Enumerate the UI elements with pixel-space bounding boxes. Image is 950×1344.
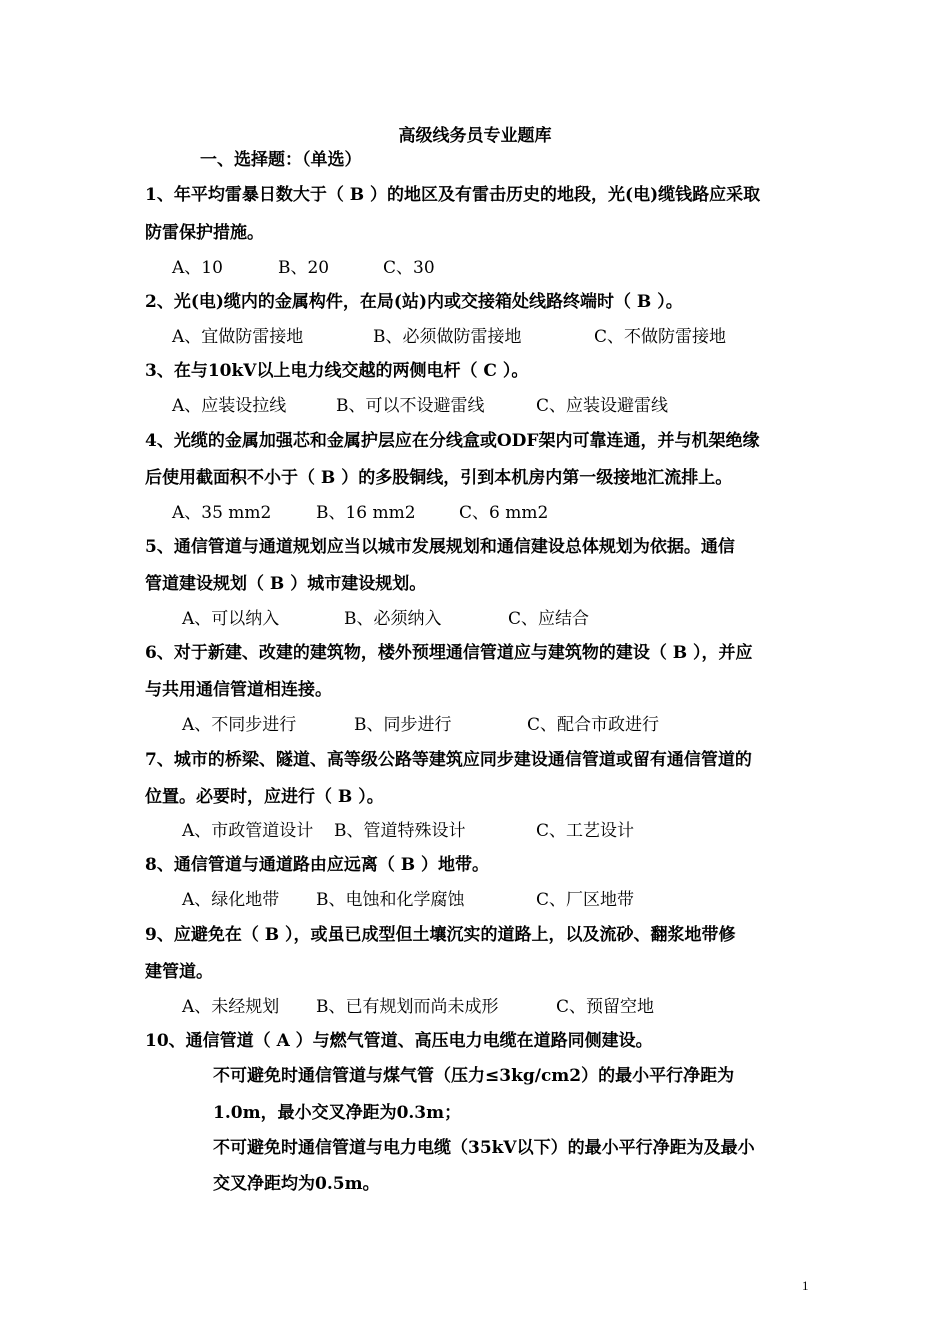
question-option: A、绿化地带 <box>182 890 280 910</box>
question-option: C、配合市政进行 <box>527 715 660 735</box>
question-text: 与共用通信管道相连接。 <box>145 680 332 700</box>
question-option: A、应装设拉线 <box>172 396 287 416</box>
question-text: 防雷保护措施。 <box>145 223 264 243</box>
question-text: 后使用截面积不小于（ B ）的多股铜线，引到本机房内第一级接地汇流排上。 <box>145 468 733 488</box>
question-option: C、应装设避雷线 <box>536 396 669 416</box>
question-text: 1、年平均雷暴日数大于（ B ）的地区及有雷击历史的地段，光(电)缆钱路应采取 <box>145 185 761 205</box>
question-option: B、已有规划而尚未成形 <box>316 997 499 1017</box>
question-text: 管道建设规划（ B ）城市建设规划。 <box>145 574 427 594</box>
question-text: 4、光缆的金属加强芯和金属护层应在分线盒或ODF架内可靠连通，并与机架绝缘 <box>145 431 760 451</box>
page-number: 1 <box>802 1278 809 1293</box>
question-option: B、电蚀和化学腐蚀 <box>316 890 465 910</box>
question-text: 2、光(电)缆内的金属构件，在局(站)内或交接箱处线路终端时（ B ）。 <box>145 292 683 312</box>
note-text: 交叉净距均为0.5m。 <box>213 1174 380 1194</box>
question-option: C、预留空地 <box>556 997 655 1017</box>
question-option: A、未经规划 <box>182 997 280 1017</box>
page-title: 高级线务员专业题库 <box>398 126 552 146</box>
question-text: 位置。必要时，应进行（ B ）。 <box>145 787 384 807</box>
question-option: A、不同步进行 <box>182 715 297 735</box>
question-option: C、不做防雷接地 <box>594 327 727 347</box>
question-text: 8、通信管道与通道路由应远离（ B ）地带。 <box>145 855 490 875</box>
section-heading: 一、选择题：（单选） <box>200 150 362 170</box>
question-text: 10、通信管道（ A ）与燃气管道、高压电力电缆在道路同侧建设。 <box>145 1031 653 1051</box>
question-text: 9、应避免在（ B ），或虽已成型但土壤沉实的道路上，以及流砂、翻浆地带修 <box>145 925 736 945</box>
question-text: 3、在与10kV以上电力线交越的两侧电杆（ C ）。 <box>145 361 529 381</box>
question-option: B、同步进行 <box>354 715 452 735</box>
question-text: 5、通信管道与通道规划应当以城市发展规划和通信建设总体规划为依据。通信 <box>145 537 735 557</box>
question-option: B、16 mm2 <box>316 503 416 523</box>
question-option: C、6 mm2 <box>459 503 549 523</box>
question-option: C、厂区地带 <box>536 890 635 910</box>
note-text: 1.0m，最小交叉净距为0.3m； <box>213 1103 462 1123</box>
question-text: 建管道。 <box>145 962 213 982</box>
question-option: A、35 mm2 <box>172 503 272 523</box>
question-option: B、必须做防雷接地 <box>373 327 522 347</box>
question-option: B、可以不设避雷线 <box>336 396 485 416</box>
question-option: B、20 <box>278 258 330 278</box>
question-text: 6、对于新建、改建的建筑物，楼外预埋通信管道应与建筑物的建设（ B ），并应 <box>145 643 753 663</box>
note-text: 不可避免时通信管道与煤气管（压力≤3kg/cm2）的最小平行净距为 <box>213 1066 735 1086</box>
question-option: A、可以纳入 <box>182 609 280 629</box>
question-option: C、工艺设计 <box>536 821 635 841</box>
question-option: C、30 <box>383 258 435 278</box>
question-option: B、必须纳入 <box>344 609 442 629</box>
question-option: A、10 <box>172 258 223 278</box>
note-text: 不可避免时通信管道与电力电缆（35kV以下）的最小平行净距为及最小 <box>213 1138 755 1158</box>
question-text: 7、城市的桥梁、隧道、高等级公路等建筑应同步建设通信管道或留有通信管道的 <box>145 750 752 770</box>
question-option: A、宜做防雷接地 <box>172 327 304 347</box>
question-option: C、应结合 <box>508 609 590 629</box>
question-option: A、市政管道设计 <box>182 821 314 841</box>
question-option: B、管道特殊设计 <box>334 821 466 841</box>
